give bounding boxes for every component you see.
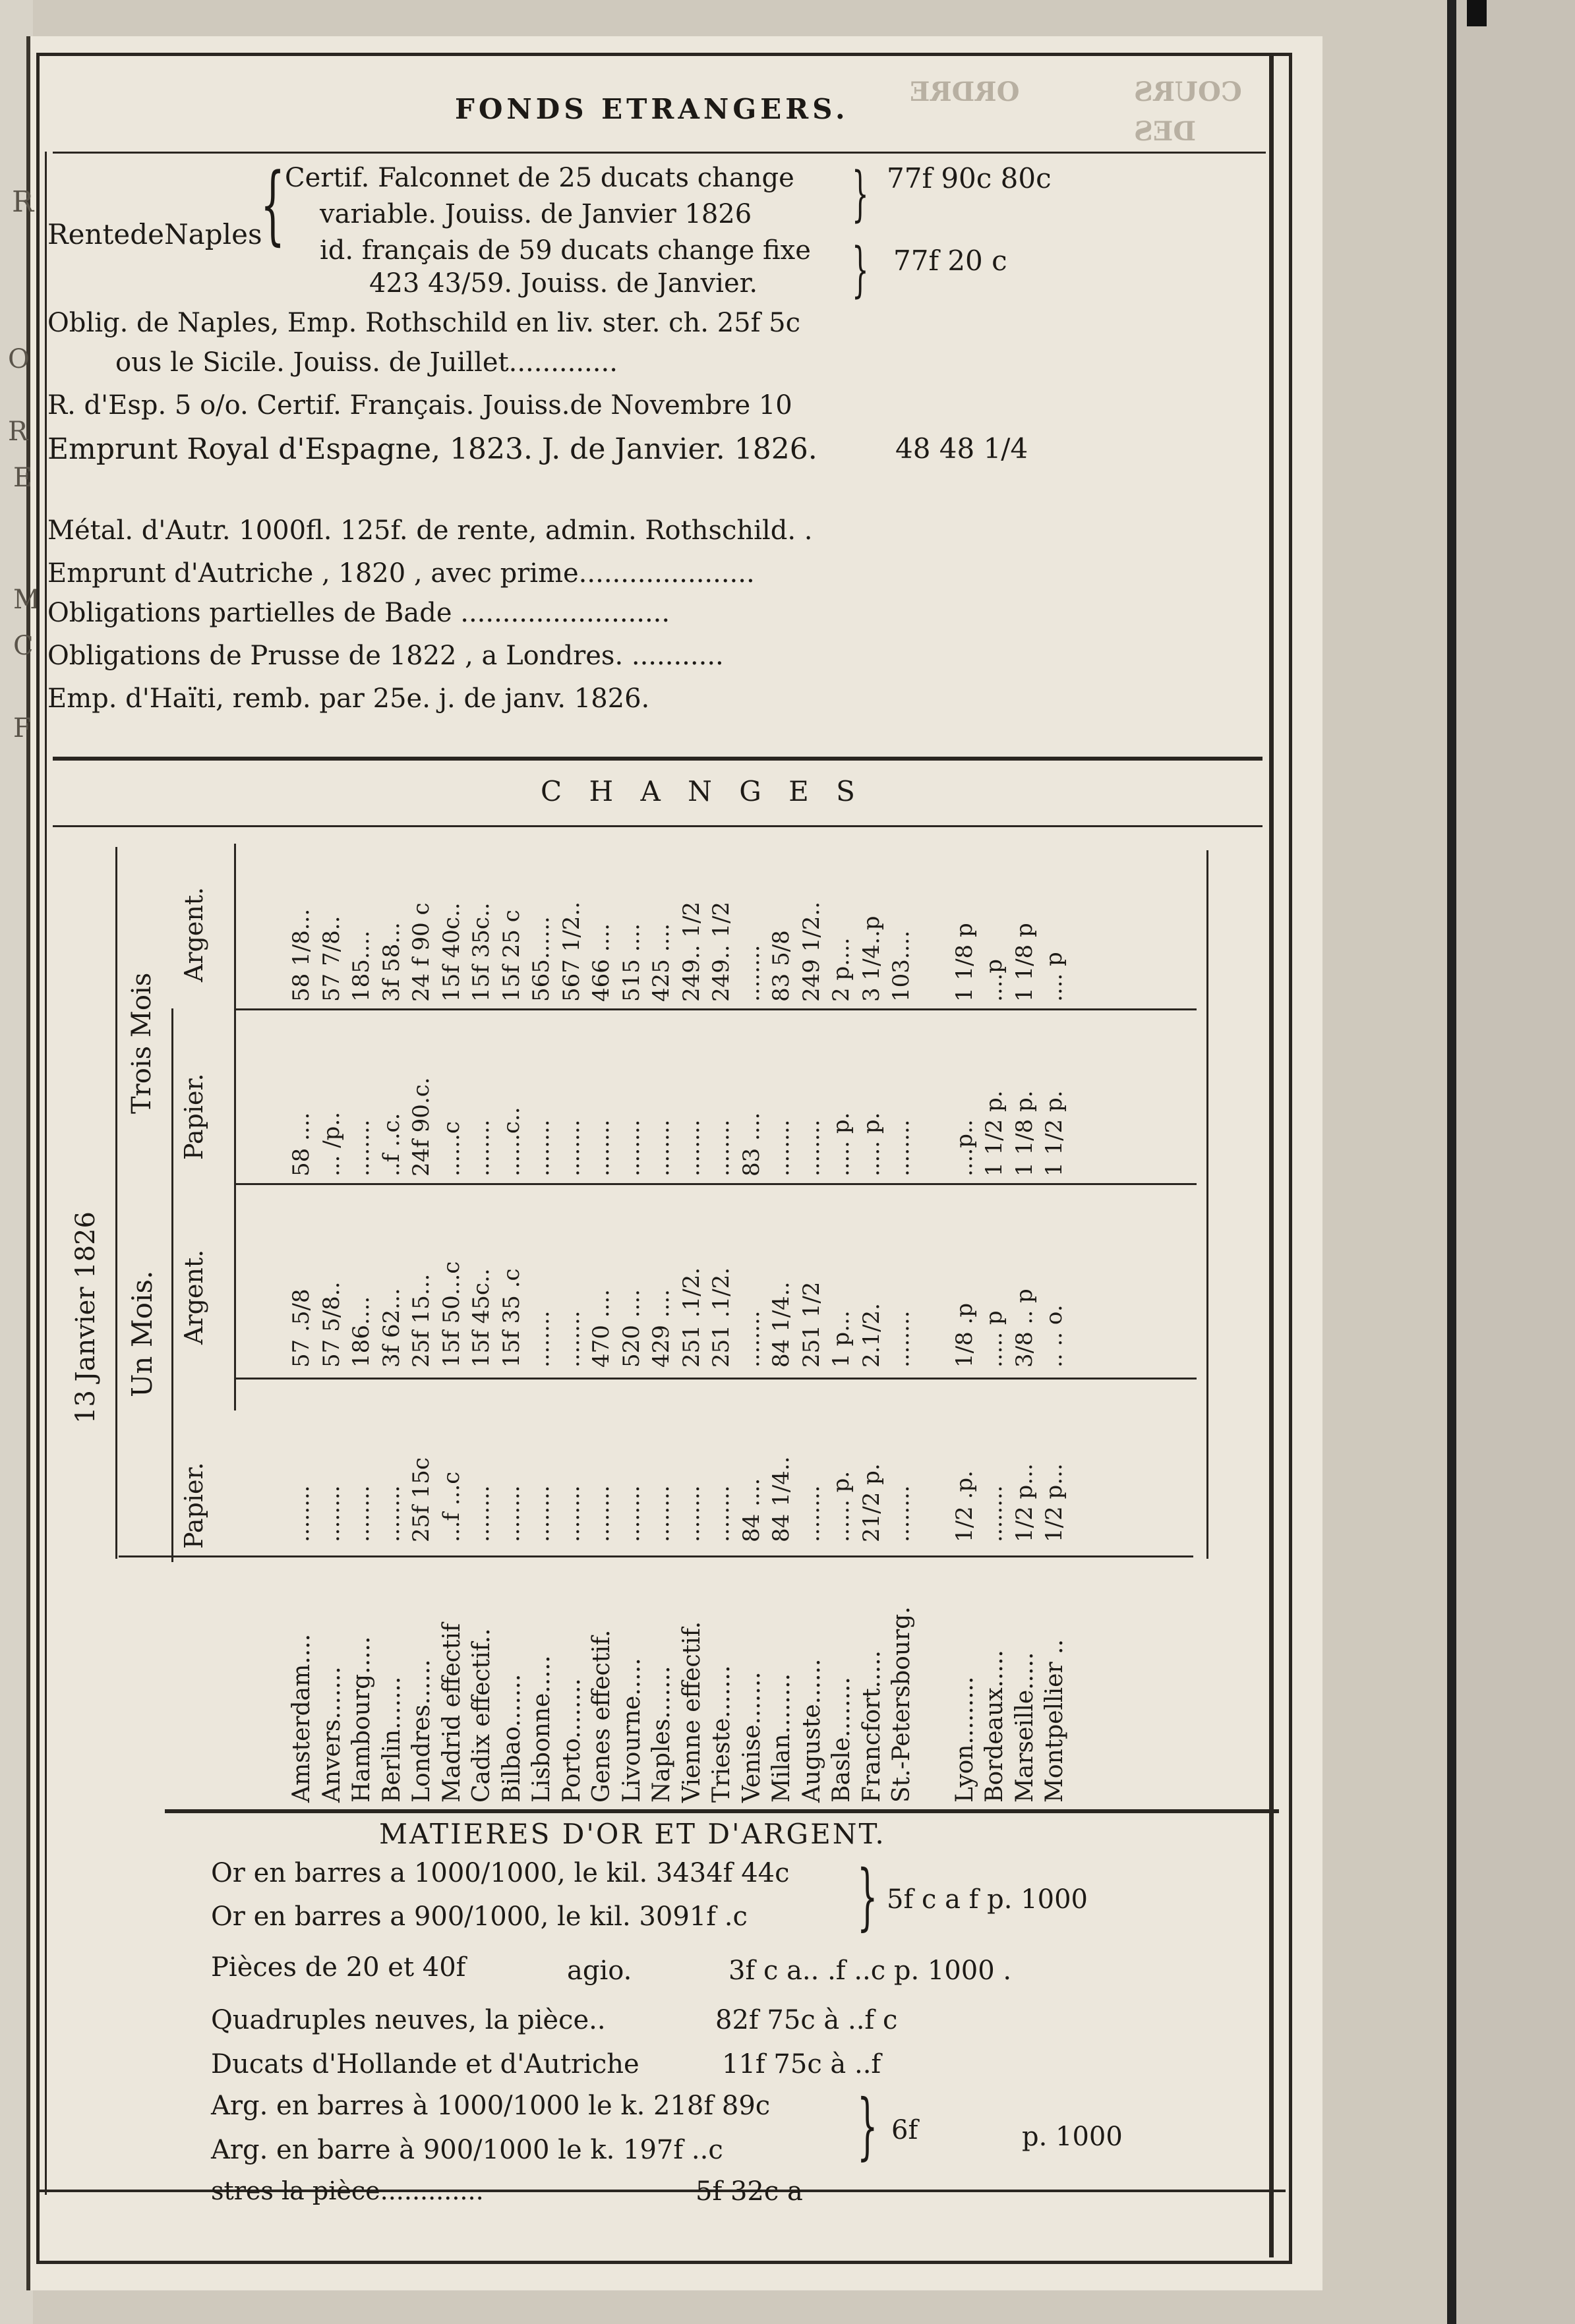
trois-mois-argent-cell: 515 .... xyxy=(618,923,645,1002)
city-name: Auguste...... xyxy=(798,1658,825,1803)
un-mois-argent-cell: ........ xyxy=(558,1310,585,1368)
trois-mois-papier-cell: ........ xyxy=(618,1119,645,1177)
city-name: Bilbao....... xyxy=(498,1673,525,1803)
left-inner-rule xyxy=(45,152,47,2195)
trois-mois-argent-cell: 567 1/2.. xyxy=(558,901,585,1002)
tm-papier-header: Papier. xyxy=(179,1073,208,1160)
right-brace: } xyxy=(857,1854,878,1938)
city-name: Marseille..... xyxy=(1011,1652,1038,1803)
matiere-line: Or en barres a 1000/1000, le kil. 3434f 44c xyxy=(211,1858,790,1888)
trois-mois-papier-cell: ........ xyxy=(648,1119,674,1177)
trois-mois-papier-cell: ..... p. xyxy=(828,1112,854,1177)
rule-under-changes-title xyxy=(53,825,1263,827)
un-mois-papier-cell: 84 .... xyxy=(738,1478,765,1542)
trois-mois-argent-cell: 2 p.... xyxy=(828,937,854,1002)
right-brace: } xyxy=(852,160,869,229)
trois-mois-papier-cell: ........ xyxy=(888,1119,914,1177)
un-mois-papier-cell: ........ xyxy=(318,1485,345,1542)
trois-mois-papier-cell: 58 .... xyxy=(288,1112,314,1177)
col-rule xyxy=(234,844,236,1410)
trois-mois-papier-cell: ... /p.. xyxy=(318,1111,345,1177)
un-mois-papier-cell: ........ xyxy=(468,1485,494,1542)
un-mois-papier-cell: ........ xyxy=(558,1485,585,1542)
trois-mois-papier-cell: ..... p. xyxy=(858,1112,885,1177)
fonds-line: Emprunt Royal d'Espagne, 1823. J. de Janvier. 1826. xyxy=(47,432,817,466)
city-name: Amsterdam.... xyxy=(288,1633,315,1803)
un-mois-papier-cell: ........ xyxy=(981,1485,1007,1542)
city-name: Vienne effectif. xyxy=(678,1621,705,1803)
trois-mois-papier-cell: ........ xyxy=(468,1119,494,1177)
naples-price-1: 77f 90c 80c xyxy=(887,162,1052,194)
city-name: Londres...... xyxy=(408,1659,435,1803)
un-mois-papier-cell: 1/2 p... xyxy=(1041,1463,1067,1542)
city-name: Anvers....... xyxy=(318,1666,345,1803)
trois-mois-argent-cell: 57 7/8.. xyxy=(318,915,345,1002)
matiere-line: Or en barres a 900/1000, le kil. 3091f .c xyxy=(211,1902,748,1932)
ducats-price: 11f 75c à ..f xyxy=(722,2049,881,2079)
un-mois-argent-cell: 251 .1/2. xyxy=(678,1267,705,1368)
city-name: Francfort..... xyxy=(858,1650,885,1803)
city-name: Basle........ xyxy=(828,1677,855,1803)
un-mois-papier-cell: ...... p. xyxy=(828,1470,854,1542)
city-name: Livourne..... xyxy=(618,1658,645,1803)
piastres-label: stres la pièce............. xyxy=(211,2176,484,2205)
un-mois-argent-cell: ..... p xyxy=(981,1310,1007,1368)
trois-mois-papier-cell: ........ xyxy=(798,1119,825,1177)
rente-naples-label: RentedeNaples xyxy=(47,218,262,250)
row-rule xyxy=(234,1008,1197,1010)
pieces-price: 3f c a.. .f ..c p. 1000 . xyxy=(728,1956,1012,1986)
trois-mois-papier-cell: 1 1/2 p. xyxy=(1041,1090,1067,1177)
un-mois-papier-cell: ........ xyxy=(348,1485,374,1542)
city-name: Montpellier .. xyxy=(1041,1639,1068,1803)
un-mois-argent-cell: 429 .... xyxy=(648,1289,674,1368)
trois-mois-papier-cell: ........ xyxy=(528,1119,554,1177)
changes-date-rule xyxy=(115,847,117,1559)
trois-mois-papier-cell: ......c xyxy=(438,1121,465,1177)
un-mois-argent-cell: 251 1/2 xyxy=(798,1281,825,1368)
un-mois-argent-cell: 1 p... xyxy=(828,1310,854,1368)
un-mois-papier-cell: ........ xyxy=(798,1485,825,1542)
un-mois-papier-cell: 1/2 .p. xyxy=(951,1470,978,1542)
trois-mois-argent-cell: 249.. 1/2 xyxy=(678,901,705,1002)
un-mois-argent-cell: 84 1/4.. xyxy=(768,1281,794,1368)
trois-mois-papier-cell: ........ xyxy=(768,1119,794,1177)
row-rule xyxy=(234,1378,1197,1380)
trois-mois-argent-cell: 83 5/8 xyxy=(768,930,794,1002)
fonds-line: ous le Sicile. Jouiss. de Juillet............. xyxy=(115,347,618,378)
margin-letter: M xyxy=(13,585,40,615)
city-name: Cadix effectif.. xyxy=(468,1628,495,1803)
un-mois-argent-cell: 57 .5/8 xyxy=(288,1289,314,1368)
section-title-matieres: MATIERES D'OR ET D'ARGENT. xyxy=(379,1818,886,1850)
changes-date: 13 Janvier 1826 xyxy=(71,1211,101,1424)
un-mois-argent-cell: 2.1/2. xyxy=(858,1303,885,1368)
city-name: Milan........ xyxy=(768,1673,795,1803)
piastres-price: 5f 32c a xyxy=(696,2176,803,2207)
pieces-agio: agio. xyxy=(567,1956,632,1986)
quadruples-price: 82f 75c à ..f c xyxy=(715,2005,898,2035)
margin-letter: R xyxy=(8,417,28,447)
un-mois-argent-cell: 1/8 .p xyxy=(951,1302,978,1368)
margin-letter: O xyxy=(8,344,30,374)
city-name: Trieste....... xyxy=(708,1665,735,1803)
un-mois-argent-cell: 3/8 .. p xyxy=(1011,1289,1038,1368)
un-mois-papier-cell: ........ xyxy=(708,1485,734,1542)
un-mois-argent-cell: 15f 45c.. xyxy=(468,1268,494,1368)
un-mois-papier-cell: 84 1/4.. xyxy=(768,1456,794,1542)
fonds-line: Emprunt d'Autriche , 1820 , avec prime..................... xyxy=(47,558,755,589)
trois-mois-papier-cell: ........ xyxy=(708,1119,734,1177)
city-name: Venise....... xyxy=(738,1671,765,1803)
un-mois-papier-cell: ........ xyxy=(288,1485,314,1542)
next-page-edge xyxy=(1450,0,1575,2324)
un-mois-argent-cell: 15f 35 .c xyxy=(498,1268,525,1368)
trois-mois-papier-cell: 1 1/2 p. xyxy=(981,1090,1007,1177)
arg-brace-price-1: 6f xyxy=(891,2115,918,2145)
un-mois-argent-cell: 520 .... xyxy=(618,1289,645,1368)
un-mois-argent-cell: 470 .... xyxy=(588,1289,614,1368)
naples-line: variable. Jouiss. de Janvier 1826 xyxy=(320,199,752,229)
trois-mois-papier-cell: ..f ..c. xyxy=(378,1113,405,1177)
fonds-line: Métal. d'Autr. 1000fl. 125f. de rente, admin. Rothschild. . xyxy=(47,515,813,546)
un-mois-papier-cell: 1/2 p... xyxy=(1011,1463,1038,1542)
row-rule xyxy=(119,1555,1193,1557)
trois-mois-papier-cell: ........ xyxy=(558,1119,585,1177)
margin-letter: E xyxy=(13,463,33,493)
trois-mois-argent-cell: 15f 25 c xyxy=(498,910,525,1002)
trois-mois-papier-cell: ........ xyxy=(678,1119,705,1177)
ducats-label: Ducats d'Hollande et d'Autriche xyxy=(211,2049,639,2079)
trois-mois-header: Trois Mois xyxy=(127,972,157,1114)
fonds-line: R. d'Esp. 5 o/o. Certif. Français. Jouiss.de Novembre 10 xyxy=(47,390,792,421)
corner-shadow xyxy=(1467,0,1487,26)
trois-mois-papier-cell: ........ xyxy=(588,1119,614,1177)
un-mois-argent-cell: 15f 50...c xyxy=(438,1261,465,1368)
col-rule xyxy=(171,1008,173,1562)
un-mois-argent-cell: 25f 15... xyxy=(408,1273,434,1368)
rule-under-fonds-title xyxy=(53,152,1266,154)
trois-mois-argent-cell: 58 1/8... xyxy=(288,908,314,1002)
margin-letter: R xyxy=(12,185,34,219)
un-mois-argent-cell: .. .. o. xyxy=(1041,1304,1067,1368)
un-mois-papier-cell: ........ xyxy=(498,1485,525,1542)
fonds-line: Oblig. de Naples, Emp. Rothschild en liv. ster. ch. 25f 5c xyxy=(47,308,800,338)
un-mois-argent-cell: ........ xyxy=(888,1310,914,1368)
rule-under-changes-table xyxy=(165,1809,1279,1813)
trois-mois-argent-cell: 1 1/8 p xyxy=(951,923,978,1002)
fonds-line: Obligations partielles de Bade ......................... xyxy=(47,598,670,628)
or-brace-price: 5f c a f p. 1000 xyxy=(887,1884,1088,1915)
un-mois-papier-cell: ........ xyxy=(528,1485,554,1542)
un-mois-argent-cell: ........ xyxy=(528,1310,554,1368)
section-title-changes: C H A N G E S xyxy=(541,775,864,807)
bleed-through-text: ORDRE xyxy=(910,76,1020,107)
right-brace: } xyxy=(857,2083,878,2168)
fonds-line: Emp. d'Haïti, remb. par 25e. j. de janv. 1826. xyxy=(47,683,650,714)
un-mois-argent-cell: 186.... xyxy=(348,1296,374,1368)
trois-mois-argent-cell: 249.. 1/2 xyxy=(708,901,734,1002)
trois-mois-argent-cell: 15f 40c.. xyxy=(438,902,465,1002)
city-name: Lisbonne..... xyxy=(528,1655,555,1803)
un-mois-papier-cell: 21/2 p. xyxy=(858,1463,885,1542)
trois-mois-argent-cell: ....p xyxy=(981,959,1007,1002)
un-mois-papier-cell: 25f 15c xyxy=(408,1457,434,1542)
um-argent-header: Argent. xyxy=(179,1249,208,1345)
trois-mois-argent-cell: 425 .... xyxy=(648,923,674,1002)
un-mois-papier-cell: ........ xyxy=(378,1485,405,1542)
left-brace: { xyxy=(260,154,285,254)
city-name: Bordeaux..... xyxy=(981,1650,1008,1803)
section-title-fonds: FONDS ETRANGERS. xyxy=(455,93,849,125)
margin-letter: C xyxy=(13,631,34,661)
city-name: St.-Petersbourg. xyxy=(888,1606,915,1803)
trois-mois-argent-cell: .... p xyxy=(1041,952,1067,1002)
matiere-line: Arg. en barres à 1000/1000 le k. 218f 89c xyxy=(211,2091,771,2121)
un-mois-papier-cell: ...f ...c xyxy=(438,1471,465,1542)
trois-mois-papier-cell: 24f 90.c. xyxy=(408,1077,434,1177)
espagne-price: 48 48 1/4 xyxy=(895,432,1028,465)
page-gutter-shadow xyxy=(1447,0,1456,2324)
un-mois-header: Un Mois. xyxy=(126,1270,158,1397)
quadruples-label: Quadruples neuves, la pièce.. xyxy=(211,2005,606,2035)
un-mois-papier-cell: ........ xyxy=(588,1485,614,1542)
fonds-line: Obligations de Prusse de 1822 , a Londres. ........... xyxy=(47,641,724,671)
row-rule xyxy=(234,1183,1197,1185)
rule-above-changes xyxy=(53,757,1263,761)
bleed-through-text: DES xyxy=(1134,116,1197,147)
city-name: Genes effectif. xyxy=(588,1629,615,1803)
un-mois-papier-cell: ........ xyxy=(648,1485,674,1542)
trois-mois-papier-cell: 1 1/8 p. xyxy=(1011,1090,1038,1177)
arg-brace-price-2: p. 1000 xyxy=(1022,2122,1123,2152)
trois-mois-papier-cell: ......c.. xyxy=(498,1107,525,1177)
trois-mois-papier-cell: ....p.. xyxy=(951,1119,978,1177)
trois-mois-argent-cell: 466 .... xyxy=(588,923,614,1002)
trois-mois-argent-cell: 565...... xyxy=(528,916,554,1002)
un-mois-argent-cell: ........ xyxy=(738,1310,765,1368)
un-mois-papier-cell: ........ xyxy=(618,1485,645,1542)
matiere-line: Arg. en barre à 900/1000 le k. 197f ..c xyxy=(211,2135,723,2165)
um-papier-header: Papier. xyxy=(179,1462,208,1549)
trois-mois-argent-cell: 3 1/4..p xyxy=(858,915,885,1002)
bleed-through-text: COURS xyxy=(1134,76,1242,107)
trois-mois-argent-cell: 15f 35c.. xyxy=(468,902,494,1002)
trois-mois-papier-cell: ........ xyxy=(348,1119,374,1177)
un-mois-papier-cell: ........ xyxy=(888,1485,914,1542)
right-border-heavy xyxy=(1269,53,1274,2257)
un-mois-papier-cell: ........ xyxy=(678,1485,705,1542)
city-name: Porto........ xyxy=(558,1678,585,1803)
city-name: Berlin....... xyxy=(378,1676,405,1803)
city-name: Naples....... xyxy=(648,1666,675,1803)
changes-right-rule xyxy=(1206,850,1208,1559)
trois-mois-argent-cell: 249 1/2.. xyxy=(798,901,825,1002)
naples-line: 423 43/59. Jouiss. de Janvier. xyxy=(369,268,758,299)
tm-argent-header: Argent. xyxy=(179,886,208,982)
trois-mois-argent-cell: 103.... xyxy=(888,930,914,1002)
un-mois-argent-cell: 3f 62... xyxy=(378,1288,405,1368)
naples-line: id. français de 59 ducats change fixe xyxy=(320,235,811,266)
trois-mois-argent-cell: 185.... xyxy=(348,930,374,1002)
naples-line: Certif. Falconnet de 25 ducats change xyxy=(285,163,794,193)
trois-mois-papier-cell: 83 .... xyxy=(738,1112,765,1177)
margin-letter: F xyxy=(13,713,32,743)
trois-mois-argent-cell: 24 f 90 c xyxy=(408,902,434,1002)
pieces-label: Pièces de 20 et 40f xyxy=(211,1952,466,1983)
city-name: Madrid effectif xyxy=(438,1623,465,1803)
un-mois-argent-cell: 251 .1/2. xyxy=(708,1267,734,1368)
trois-mois-argent-cell: ........ xyxy=(738,944,765,1002)
city-name: Lyon......... xyxy=(951,1676,978,1803)
trois-mois-argent-cell: 1 1/8 p xyxy=(1011,923,1038,1002)
right-brace: } xyxy=(852,235,869,305)
trois-mois-argent-cell: 3f 58... xyxy=(378,922,405,1002)
naples-price-2: 77f 20 c xyxy=(893,245,1007,277)
un-mois-argent-cell: 57 5/8.. xyxy=(318,1281,345,1368)
city-name: Hambourg..... xyxy=(348,1636,375,1803)
